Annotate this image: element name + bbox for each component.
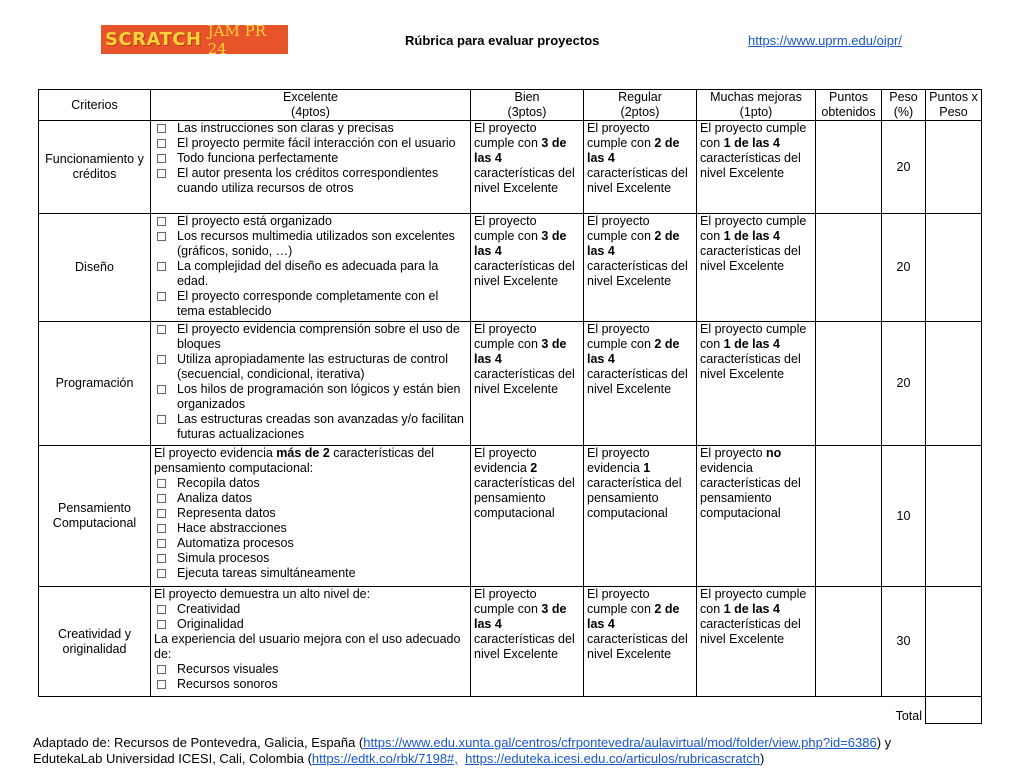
puntos-peso-cell[interactable]	[926, 587, 982, 697]
puntos-cell[interactable]	[816, 446, 882, 587]
row-creatividad	[39, 587, 982, 697]
checklist-item: La complejidad del diseño es adecuada para la edad.	[154, 259, 467, 289]
rubric-table	[38, 89, 982, 724]
checklist-item: Hace abstracciones	[154, 521, 467, 536]
checklist-item: El proyecto evidencia comprensión sobre el uso de bloques	[154, 322, 467, 352]
puntos-cell[interactable]	[816, 587, 882, 697]
checklist-item: Las instrucciones son claras y precisas	[154, 121, 467, 136]
footer-link-xunta[interactable]: https://www.edu.xunta.gal/centros/cfrpontevedra/aulavirtual/mod/folder/view.php?id=6386	[363, 735, 877, 750]
checklist-item: Todo funciona perfectamente	[154, 151, 467, 166]
checklist-item: Simula procesos	[154, 551, 467, 566]
header-puntos-obtenidos: Puntos obtenidos	[816, 90, 882, 121]
checklist-item: Representa datos	[154, 506, 467, 521]
creatividad-mid: La experiencia del usuario mejora con el uso adecuado de:	[154, 632, 461, 661]
regular-level: El proyecto cumple con 2 de las 4 características del nivel Excelente	[584, 121, 697, 214]
logo-text-scratch: SCRATCH	[105, 29, 202, 50]
peso-diseno: 20	[882, 214, 926, 322]
checklist-item: Las estructuras creadas son avanzadas y/o facilitan futuras actualizaciones	[154, 412, 467, 442]
excelente-pensamiento	[151, 446, 471, 587]
puntos-cell[interactable]	[816, 322, 882, 446]
total-label: Total	[882, 697, 926, 724]
excelente-creatividad	[151, 587, 471, 697]
regular-level: El proyecto cumple con 2 de las 4 características del nivel Excelente	[584, 214, 697, 322]
header-link[interactable]: https://www.uprm.edu/oipr/	[748, 33, 902, 48]
excelente-diseno	[151, 214, 471, 322]
total-spacer	[39, 697, 882, 724]
header-row	[39, 90, 982, 121]
bien-level: El proyecto cumple con 3 de las 4 características del nivel Excelente	[471, 121, 584, 214]
puntos-cell[interactable]	[816, 121, 882, 214]
total-cell[interactable]	[926, 697, 982, 724]
checklist-item: El proyecto permite fácil interacción con el usuario	[154, 136, 467, 151]
row-diseno	[39, 214, 982, 322]
muchas-level: El proyecto no evidencia características del pensamiento computacional	[697, 446, 816, 587]
checklist-item: El proyecto está organizado	[154, 214, 467, 229]
bien-level: El proyecto cumple con 3 de las 4 características del nivel Excelente	[471, 587, 584, 697]
checklist-item: Automatiza procesos	[154, 536, 467, 551]
checklist-item: El proyecto corresponde completamente con el tema establecido	[154, 289, 467, 319]
checklist-item: Originalidad	[154, 617, 467, 632]
criterio-pensamiento: Pensamiento Computacional	[39, 446, 151, 587]
peso-pensamiento: 10	[882, 446, 926, 587]
puntos-cell[interactable]	[816, 214, 882, 322]
criterio-programacion: Programación	[39, 322, 151, 446]
creatividad-intro: El proyecto demuestra un alto nivel de:	[154, 587, 371, 601]
bien-level: El proyecto evidencia 2 características del pensamiento computacional	[471, 446, 584, 587]
row-total	[39, 697, 982, 724]
footer-line-1: Adaptado de: Recursos de Pontevedra, Galicia, España (https://www.edu.xunta.gal/centros/cfrpontevedra/aulavirtual/mod/folder/view.php?id=6386) y	[33, 735, 892, 750]
scratch-jam-logo	[101, 21, 288, 58]
checklist-item: Ejecuta tareas simultáneamente	[154, 566, 467, 581]
footer-link-eduteka[interactable]: https://eduteka.icesi.edu.co/articulos/rubricascratch	[465, 751, 760, 766]
checklist-item: Recursos visuales	[154, 662, 467, 677]
bien-level: El proyecto cumple con 3 de las 4 características del nivel Excelente	[471, 322, 584, 446]
header-criterios: Criterios	[39, 90, 151, 121]
checklist-item: Recopila datos	[154, 476, 467, 491]
header-puntos-x-peso: Puntos x Peso	[926, 90, 982, 121]
regular-level: El proyecto evidencia 1 característica del pensamiento computacional	[584, 446, 697, 587]
peso-programacion: 20	[882, 322, 926, 446]
muchas-level: El proyecto cumple con 1 de las 4 características del nivel Excelente	[697, 214, 816, 322]
row-pensamiento	[39, 446, 982, 587]
criterio-diseno: Diseño	[39, 214, 151, 322]
muchas-level: El proyecto cumple con 1 de las 4 características del nivel Excelente	[697, 322, 816, 446]
checklist-item: Analiza datos	[154, 491, 467, 506]
excelente-programacion	[151, 322, 471, 446]
peso-funcionamiento: 20	[882, 121, 926, 214]
checklist-item: Recursos sonoros	[154, 677, 467, 692]
regular-level: El proyecto cumple con 2 de las 4 características del nivel Excelente	[584, 322, 697, 446]
pensamiento-intro: El proyecto evidencia más de 2 características del pensamiento computacional:	[154, 446, 435, 475]
puntos-peso-cell[interactable]	[926, 121, 982, 214]
header-regular: Regular (2ptos)	[584, 90, 697, 121]
footer-credits	[33, 735, 1018, 767]
checklist-item: Los recursos multimedia utilizados son excelentes (gráficos, sonido, …)	[154, 229, 467, 259]
row-funcionamiento	[39, 121, 982, 214]
checklist-item: Utiliza apropiadamente las estructuras de control (secuencial, condicional, iterativa)	[154, 352, 467, 382]
bien-level: El proyecto cumple con 3 de las 4 características del nivel Excelente	[471, 214, 584, 322]
checklist-item: El autor presenta los créditos correspondientes cuando utiliza recursos de otros	[154, 166, 467, 196]
footer-link-edtk[interactable]: https://edtk.co/rbk/7198#,	[311, 751, 458, 766]
logo-text-jam: JAM PR 24	[207, 21, 266, 58]
puntos-peso-cell[interactable]	[926, 446, 982, 587]
criterio-creatividad: Creatividad y originalidad	[39, 587, 151, 697]
footer-line-2: EdutekaLab Universidad ICESI, Cali, Colombia (https://edtk.co/rbk/7198#, https://eduteka.icesi.edu.co/articulos/rubricascratch)	[33, 751, 765, 766]
header-peso: Peso (%)	[882, 90, 926, 121]
header-muchas-mejoras: Muchas mejoras (1pto)	[697, 90, 816, 121]
muchas-level: El proyecto cumple con 1 de las 4 características del nivel Excelente	[697, 587, 816, 697]
checklist-item: Creatividad	[154, 602, 467, 617]
puntos-peso-cell[interactable]	[926, 322, 982, 446]
page-title: Rúbrica para evaluar proyectos	[405, 33, 600, 48]
criterio-funcionamiento: Funcionamiento y créditos	[39, 121, 151, 214]
excelente-funcionamiento	[151, 121, 471, 214]
row-programacion	[39, 322, 982, 446]
header-bien: Bien (3ptos)	[471, 90, 584, 121]
puntos-peso-cell[interactable]	[926, 214, 982, 322]
header-excelente: Excelente (4ptos)	[151, 90, 471, 121]
muchas-level: El proyecto cumple con 1 de las 4 características del nivel Excelente	[697, 121, 816, 214]
regular-level: El proyecto cumple con 2 de las 4 características del nivel Excelente	[584, 587, 697, 697]
peso-creatividad: 30	[882, 587, 926, 697]
checklist-item: Los hilos de programación son lógicos y están bien organizados	[154, 382, 467, 412]
